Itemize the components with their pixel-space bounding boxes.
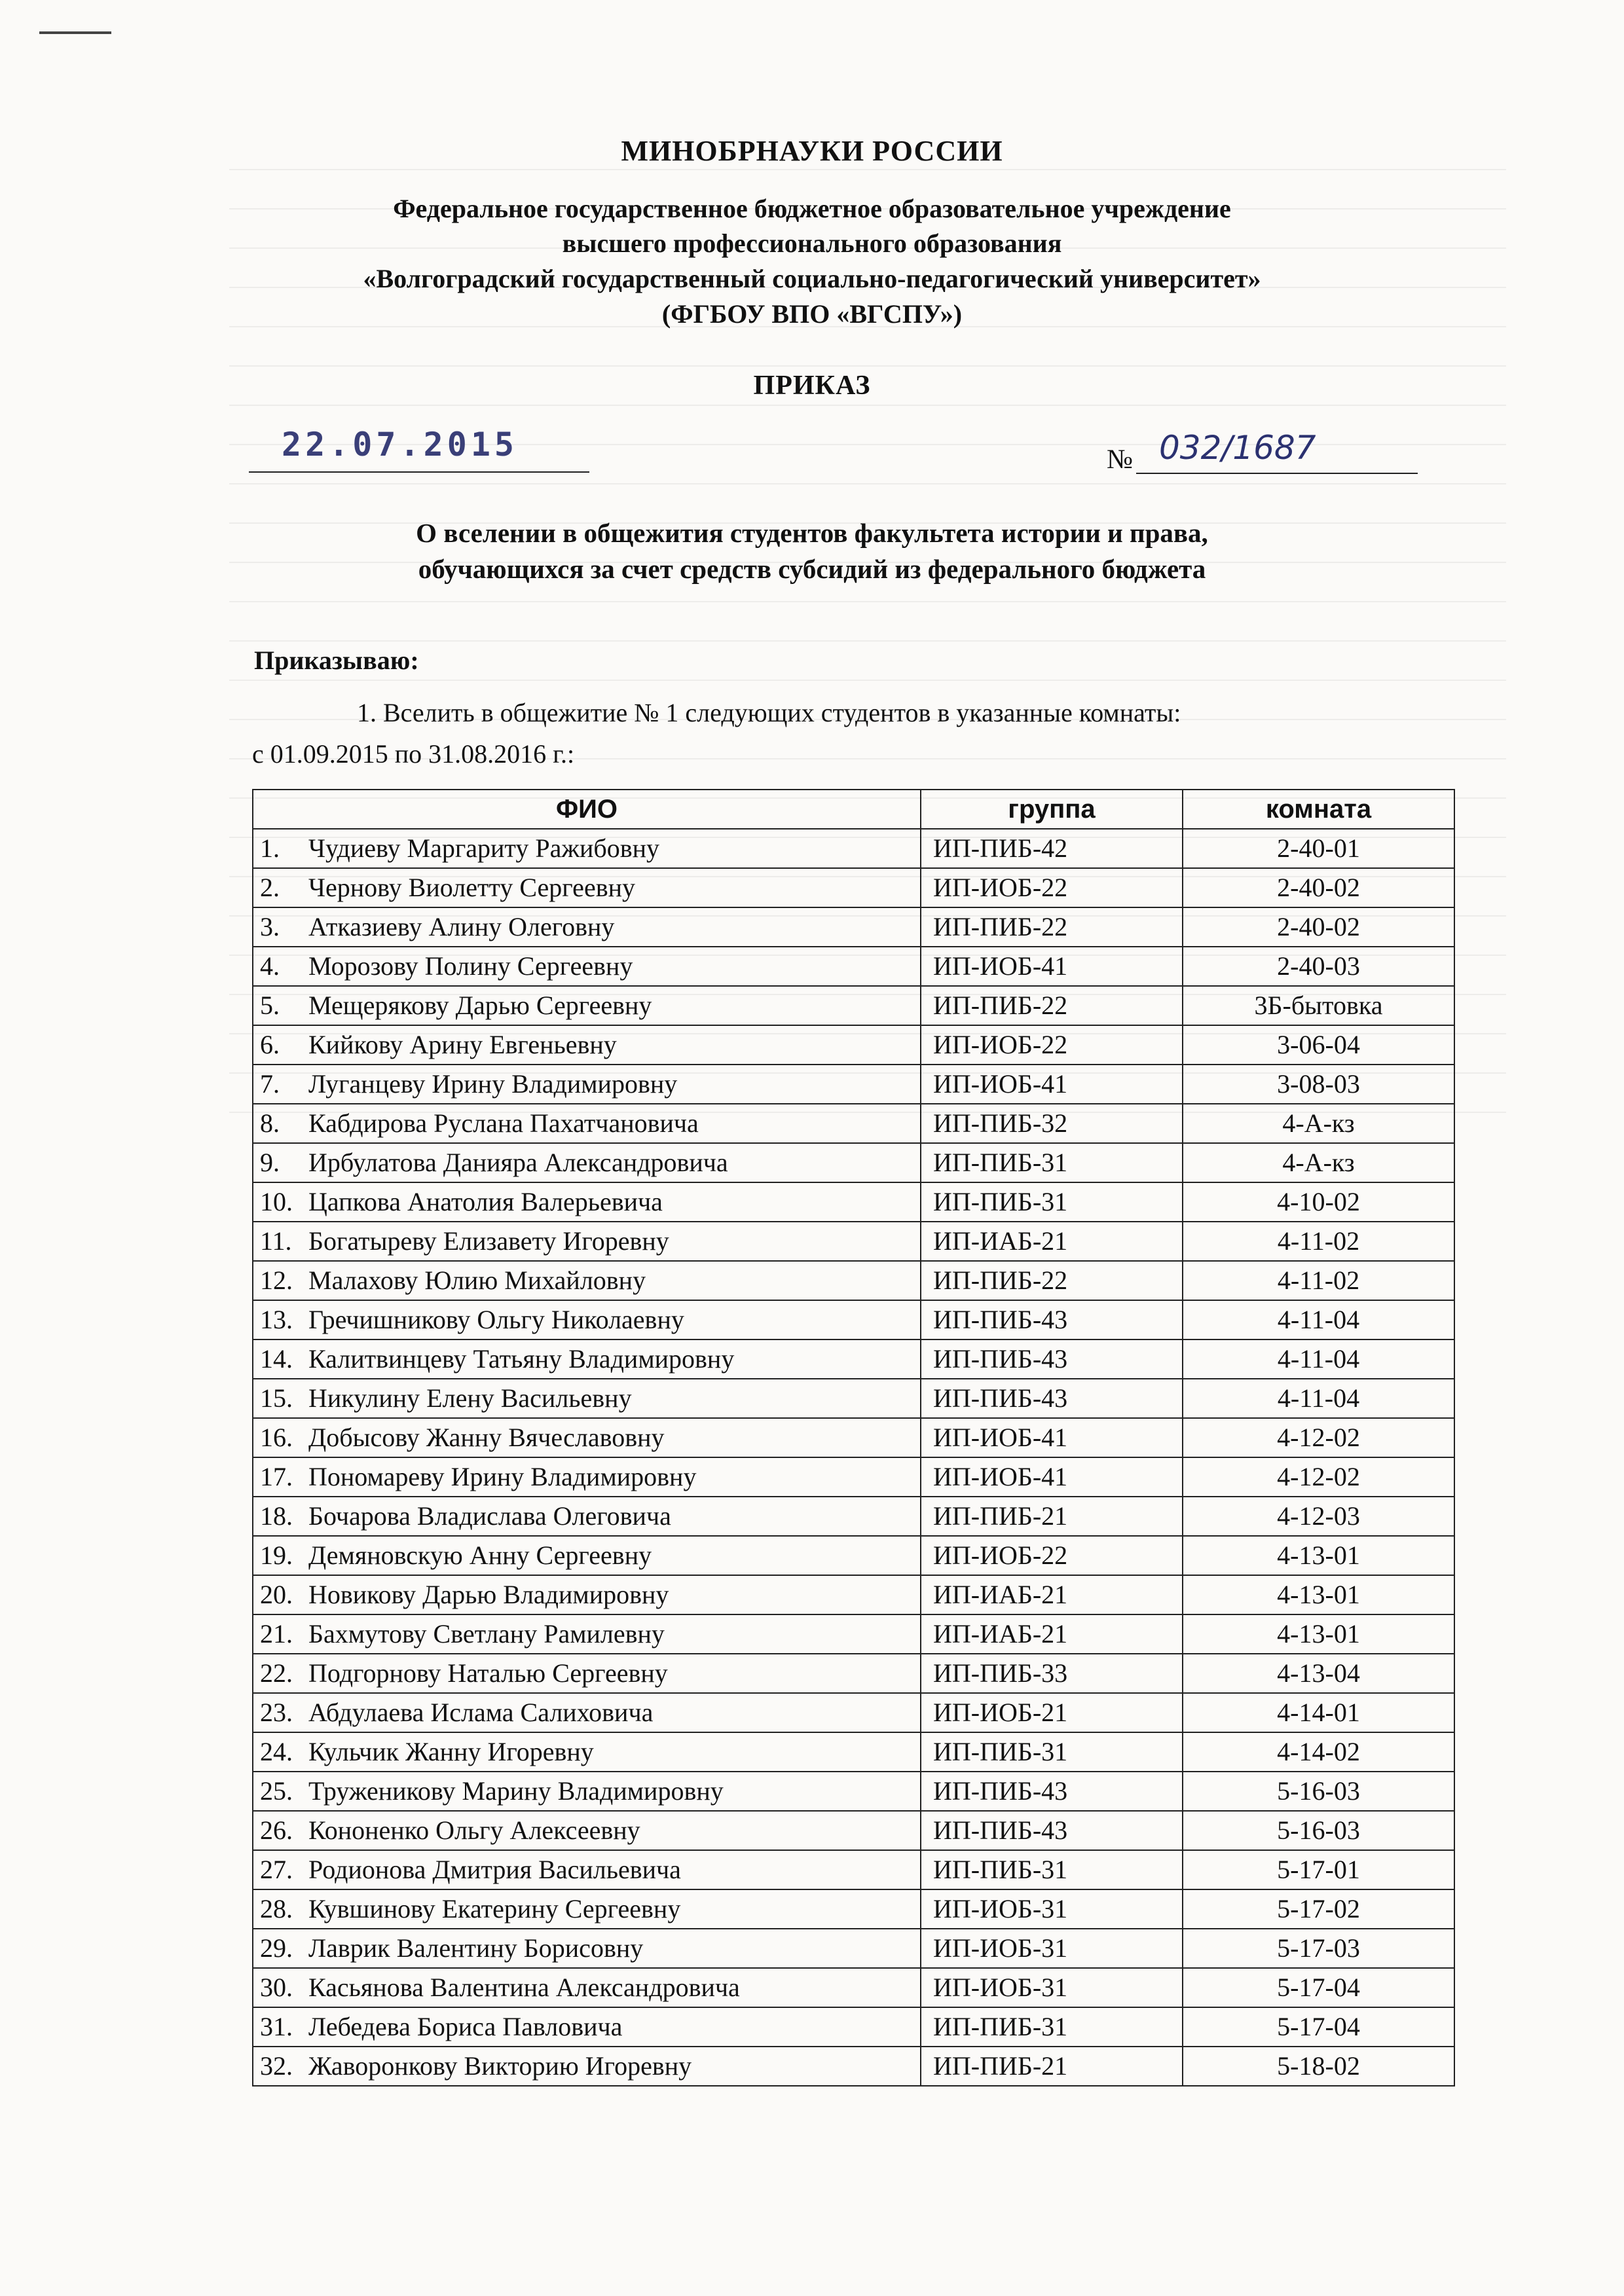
- table-row: [253, 1693, 1454, 1732]
- row-number: 31.: [260, 2012, 293, 2041]
- cell-group: ИП-ИОБ-22: [921, 868, 1183, 907]
- cell-group: ИП-ИОБ-31: [921, 1889, 1183, 1929]
- order-date-stamp: 22.07.2015: [282, 426, 519, 464]
- table-row: [253, 2007, 1454, 2047]
- cell-room: 3Б-бытовка: [1183, 986, 1454, 1025]
- header-group: группа: [921, 790, 1183, 829]
- student-name: Бахмутову Светлану Рамилевну: [308, 1619, 665, 1649]
- student-name: Кийкову Арину Евгеньевну: [308, 1030, 617, 1059]
- table-row: [253, 986, 1454, 1025]
- row-number: 13.: [260, 1305, 293, 1334]
- header-room: комната: [1183, 790, 1454, 829]
- cell-fio: [253, 1929, 921, 1968]
- cell-group: ИП-ПИБ-21: [921, 2047, 1183, 2086]
- cell-room: 4-11-04: [1183, 1379, 1454, 1418]
- cell-group: ИП-ИОБ-41: [921, 947, 1183, 986]
- row-number: 19.: [260, 1540, 293, 1570]
- cell-room: 4-13-04: [1183, 1654, 1454, 1693]
- cell-room: 5-16-03: [1183, 1772, 1454, 1811]
- cell-fio: [253, 947, 921, 986]
- cell-group: ИП-ИОБ-41: [921, 1418, 1183, 1457]
- instruction-line-2: с 01.09.2015 по 31.08.2016 г.:: [252, 739, 575, 769]
- table-row: [253, 1654, 1454, 1693]
- cell-group: ИП-ПИБ-43: [921, 1379, 1183, 1418]
- cell-group: ИП-ИАБ-21: [921, 1222, 1183, 1261]
- row-number: 27.: [260, 1855, 293, 1884]
- cell-group: ИП-ИОБ-41: [921, 1457, 1183, 1497]
- cell-group: ИП-ПИБ-43: [921, 1772, 1183, 1811]
- student-name: Калитвинцеву Татьяну Владимировну: [308, 1344, 735, 1374]
- institution-line-3: «Волгоградский государственный социально-педагогический университет»: [363, 264, 1261, 293]
- row-number: 30.: [260, 1973, 293, 2002]
- cell-fio: [253, 907, 921, 947]
- cell-room: 5-17-02: [1183, 1889, 1454, 1929]
- row-number: 12.: [260, 1266, 293, 1295]
- cell-room: 5-17-03: [1183, 1929, 1454, 1968]
- row-number: 23.: [260, 1698, 293, 1727]
- row-number: 14.: [260, 1344, 293, 1374]
- cell-group: ИП-ИОБ-22: [921, 1025, 1183, 1065]
- student-name: Лебедева Бориса Павловича: [308, 2012, 623, 2041]
- row-number: 11.: [260, 1226, 292, 1256]
- row-number: 7.: [260, 1069, 280, 1099]
- table-header-row: [253, 790, 1454, 829]
- student-name: Новикову Дарью Владимировну: [308, 1580, 669, 1609]
- cell-fio: [253, 1182, 921, 1222]
- table-row: [253, 829, 1454, 868]
- row-number: 6.: [260, 1030, 280, 1059]
- cell-fio: [253, 1222, 921, 1261]
- cell-fio: [253, 1536, 921, 1575]
- student-name: Малахову Юлию Михайловну: [308, 1266, 646, 1295]
- student-name: Мещерякову Дарью Сергеевну: [308, 991, 652, 1020]
- row-number: 26.: [260, 1815, 293, 1845]
- table-row: [253, 1261, 1454, 1300]
- cell-fio: [253, 1732, 921, 1772]
- institution-line-4: (ФГБОУ ВПО «ВГСПУ»): [661, 299, 963, 329]
- student-name: Богатыреву Елизавету Игоревну: [308, 1226, 669, 1256]
- cell-fio: [253, 1811, 921, 1850]
- ministry-heading: МИНОБРНАУКИ РОССИИ: [621, 135, 1003, 167]
- row-number: 10.: [260, 1187, 293, 1216]
- row-number: 21.: [260, 1619, 293, 1649]
- student-name: Пономареву Ирину Владимировну: [308, 1462, 697, 1491]
- cell-room: 4-14-02: [1183, 1732, 1454, 1772]
- student-name: Бочарова Владислава Олеговича: [308, 1501, 671, 1531]
- cell-fio: [253, 1968, 921, 2007]
- order-subject-line-2: обучающихся за счет средств субсидий из федерального бюджета: [418, 554, 1206, 584]
- student-name: Касьянова Валентина Александровича: [308, 1973, 740, 2002]
- cell-room: 2-40-01: [1183, 829, 1454, 868]
- order-subject-line-1: О вселении в общежития студентов факультета истории и права,: [416, 518, 1208, 548]
- row-number: 25.: [260, 1776, 293, 1806]
- row-number: 32.: [260, 2051, 293, 2081]
- cell-fio: [253, 1457, 921, 1497]
- cell-room: 5-16-03: [1183, 1811, 1454, 1850]
- table-row: [253, 907, 1454, 947]
- cell-fio: [253, 1850, 921, 1889]
- table-row: [253, 1339, 1454, 1379]
- row-number: 2.: [260, 873, 280, 902]
- cell-group: ИП-ПИБ-31: [921, 1850, 1183, 1889]
- cell-group: ИП-ИОБ-22: [921, 1536, 1183, 1575]
- cell-fio: [253, 1104, 921, 1143]
- row-number: 28.: [260, 1894, 293, 1923]
- row-number: 22.: [260, 1658, 293, 1688]
- cell-group: ИП-ПИБ-22: [921, 986, 1183, 1025]
- table-row: [253, 1457, 1454, 1497]
- table-row: [253, 1300, 1454, 1339]
- scan-mark: [39, 31, 111, 34]
- cell-fio: [253, 1418, 921, 1457]
- cell-fio: [253, 986, 921, 1025]
- cell-group: ИП-ПИБ-31: [921, 1182, 1183, 1222]
- student-name: Никулину Елену Васильевну: [308, 1383, 632, 1413]
- table-row: [253, 1497, 1454, 1536]
- cell-fio: [253, 2007, 921, 2047]
- cell-room: 4-12-02: [1183, 1457, 1454, 1497]
- cell-group: ИП-ПИБ-32: [921, 1104, 1183, 1143]
- cell-room: 4-13-01: [1183, 1614, 1454, 1654]
- row-number: 17.: [260, 1462, 293, 1491]
- order-number-handwritten: 032/1687: [1159, 429, 1316, 467]
- cell-group: ИП-ПИБ-22: [921, 907, 1183, 947]
- order-title: ПРИКАЗ: [753, 371, 871, 401]
- cell-group: ИП-ИАБ-21: [921, 1575, 1183, 1614]
- cell-room: 4-11-04: [1183, 1339, 1454, 1379]
- table-row: [253, 1772, 1454, 1811]
- cell-fio: [253, 1339, 921, 1379]
- cell-group: ИП-ПИБ-43: [921, 1300, 1183, 1339]
- student-name: Труженикову Марину Владимировну: [308, 1776, 724, 1806]
- table-row: [253, 1811, 1454, 1850]
- cell-room: 4-10-02: [1183, 1182, 1454, 1222]
- cell-fio: [253, 1261, 921, 1300]
- student-name: Добысову Жанну Вячеславовну: [308, 1423, 665, 1452]
- student-name: Родионова Дмитрия Васильевича: [308, 1855, 681, 1884]
- cell-group: ИП-ИОБ-41: [921, 1065, 1183, 1104]
- row-number: 1.: [260, 833, 280, 863]
- cell-group: ИП-ИАБ-21: [921, 1614, 1183, 1654]
- institution-line-1: Федеральное государственное бюджетное образовательное учреждение: [393, 194, 1231, 223]
- cell-group: ИП-ПИБ-43: [921, 1339, 1183, 1379]
- student-name: Ирбулатова Данияра Александровича: [308, 1148, 728, 1177]
- cell-room: 4-11-02: [1183, 1261, 1454, 1300]
- table-row: [253, 1222, 1454, 1261]
- table-row: [253, 1143, 1454, 1182]
- cell-room: 4-13-01: [1183, 1536, 1454, 1575]
- cell-group: ИП-ПИБ-22: [921, 1261, 1183, 1300]
- cell-room: 2-40-02: [1183, 868, 1454, 907]
- student-name: Чернову Виолетту Сергеевну: [308, 873, 635, 902]
- cell-room: 3-06-04: [1183, 1025, 1454, 1065]
- row-number: 4.: [260, 951, 280, 981]
- cell-room: 4-12-03: [1183, 1497, 1454, 1536]
- table-row: [253, 1065, 1454, 1104]
- order-number-label: №: [1107, 445, 1134, 475]
- cell-group: ИП-ИОБ-31: [921, 1929, 1183, 1968]
- cell-fio: [253, 1379, 921, 1418]
- cell-fio: [253, 1614, 921, 1654]
- table-row: [253, 2047, 1454, 2086]
- cell-room: 5-18-02: [1183, 2047, 1454, 2086]
- cell-group: ИП-ПИБ-21: [921, 1497, 1183, 1536]
- table-row: [253, 1850, 1454, 1889]
- student-name: Кабдирова Руслана Пахатчановича: [308, 1108, 699, 1138]
- cell-room: 5-17-04: [1183, 2007, 1454, 2047]
- table-row: [253, 1418, 1454, 1457]
- table-row: [253, 1182, 1454, 1222]
- student-name: Цапкова Анатолия Валерьевича: [308, 1187, 663, 1216]
- row-number: 29.: [260, 1933, 293, 1963]
- cell-fio: [253, 1143, 921, 1182]
- row-number: 18.: [260, 1501, 293, 1531]
- student-name: Гречишникову Ольгу Николаевну: [308, 1305, 684, 1334]
- student-name: Кульчик Жанну Игоревну: [308, 1737, 594, 1766]
- table-row: [253, 1929, 1454, 1968]
- cell-fio: [253, 1497, 921, 1536]
- cell-group: ИП-ПИБ-31: [921, 1732, 1183, 1772]
- row-number: 9.: [260, 1148, 280, 1177]
- cell-group: ИП-ИОБ-21: [921, 1693, 1183, 1732]
- table-row: [253, 1536, 1454, 1575]
- cell-room: 2-40-02: [1183, 907, 1454, 947]
- table-row: [253, 1732, 1454, 1772]
- row-number: 24.: [260, 1737, 293, 1766]
- cell-fio: [253, 1889, 921, 1929]
- number-underline: [1136, 473, 1418, 474]
- table-row: [253, 1575, 1454, 1614]
- cell-room: 4-14-01: [1183, 1693, 1454, 1732]
- cell-room: 2-40-03: [1183, 947, 1454, 986]
- students-table: [252, 789, 1455, 2086]
- cell-group: ИП-ПИБ-42: [921, 829, 1183, 868]
- student-name: Кононенко Ольгу Алексеевну: [308, 1815, 640, 1845]
- table-row: [253, 1968, 1454, 2007]
- cell-room: 5-17-04: [1183, 1968, 1454, 2007]
- cell-fio: [253, 868, 921, 907]
- cell-fio: [253, 1693, 921, 1732]
- cell-group: ИП-ПИБ-33: [921, 1654, 1183, 1693]
- table-row: [253, 947, 1454, 986]
- cell-fio: [253, 1575, 921, 1614]
- cell-group: ИП-ПИБ-43: [921, 1811, 1183, 1850]
- table-row: [253, 1379, 1454, 1418]
- cell-fio: [253, 1025, 921, 1065]
- table-row: [253, 1104, 1454, 1143]
- decree-word: Приказываю:: [254, 646, 419, 675]
- cell-room: 4-А-кз: [1183, 1143, 1454, 1182]
- row-number: 5.: [260, 991, 280, 1020]
- student-name: Чудиеву Маргариту Ражибовну: [308, 833, 660, 863]
- row-number: 15.: [260, 1383, 293, 1413]
- row-number: 16.: [260, 1423, 293, 1452]
- cell-room: 5-17-01: [1183, 1850, 1454, 1889]
- header-fio: ФИО: [253, 790, 921, 829]
- student-name: Подгорнову Наталью Сергеевну: [308, 1658, 668, 1688]
- table-row: [253, 1025, 1454, 1065]
- cell-fio: [253, 1300, 921, 1339]
- cell-room: 4-11-04: [1183, 1300, 1454, 1339]
- student-name: Луганцеву Ирину Владимировну: [308, 1069, 678, 1099]
- cell-fio: [253, 829, 921, 868]
- cell-group: ИП-ИОБ-31: [921, 1968, 1183, 2007]
- row-number: 3.: [260, 912, 280, 941]
- table-row: [253, 1889, 1454, 1929]
- cell-room: 4-11-02: [1183, 1222, 1454, 1261]
- cell-fio: [253, 1065, 921, 1104]
- institution-line-2: высшего профессионального образования: [562, 228, 1062, 258]
- student-name: Демяновскую Анну Сергеевну: [308, 1540, 652, 1570]
- student-name: Абдулаева Ислама Салиховича: [308, 1698, 654, 1727]
- cell-fio: [253, 2047, 921, 2086]
- cell-room: 4-12-02: [1183, 1418, 1454, 1457]
- cell-room: 4-13-01: [1183, 1575, 1454, 1614]
- student-name: Лаврик Валентину Борисовну: [308, 1933, 644, 1963]
- cell-fio: [253, 1772, 921, 1811]
- instruction-line-1: 1. Вселить в общежитие № 1 следующих студентов в указанные комнаты:: [357, 698, 1181, 727]
- student-name: Морозову Полину Сергеевну: [308, 951, 633, 981]
- cell-fio: [253, 1654, 921, 1693]
- row-number: 8.: [260, 1108, 280, 1138]
- date-underline: [249, 471, 589, 473]
- table-body: [253, 829, 1454, 2086]
- cell-room: 3-08-03: [1183, 1065, 1454, 1104]
- student-name: Атказиеву Алину Олеговну: [308, 912, 615, 941]
- row-number: 20.: [260, 1580, 293, 1609]
- student-name: Жаворонкову Викторию Игоревну: [308, 2051, 692, 2081]
- table-row: [253, 1614, 1454, 1654]
- student-name: Кувшинову Екатерину Сергеевну: [308, 1894, 681, 1923]
- cell-group: ИП-ПИБ-31: [921, 1143, 1183, 1182]
- cell-room: 4-А-кз: [1183, 1104, 1454, 1143]
- table-row: [253, 868, 1454, 907]
- cell-group: ИП-ПИБ-31: [921, 2007, 1183, 2047]
